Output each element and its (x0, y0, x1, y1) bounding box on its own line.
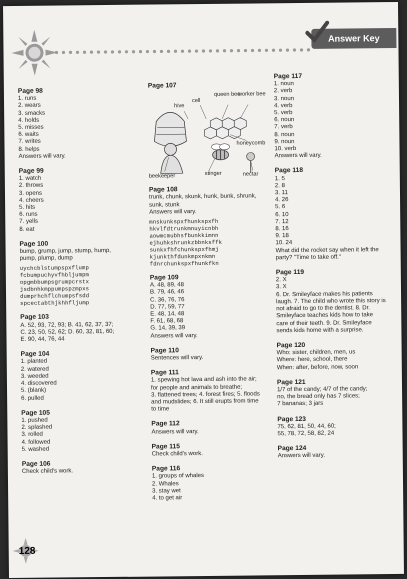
section-heading: Page 104 (20, 350, 50, 359)
answer-line: trunk, chunk, skunk, hunk, bunk, shrunk, (149, 193, 257, 201)
answer-line: Check child's work. (21, 468, 74, 476)
section-page-109 (150, 273, 271, 340)
answer-line: not afraid to go to the dentist. 8. Dr. (276, 305, 370, 313)
answer-line: 5. washed (21, 446, 50, 453)
answer-line: 7. writes (18, 139, 41, 146)
answer-line: 9. 18 (275, 233, 289, 240)
answer-line: B. 79, 46, 46 (149, 289, 185, 296)
answer-line: 75, 62, 81, 50, 44, 60; (277, 423, 336, 430)
answer-line: 55, 78, 72, 58, 82, 24 (277, 430, 335, 438)
grid-row: fdnrchunkspxfhunkfkn (149, 259, 219, 268)
answer-line: 2. throws (18, 183, 44, 190)
answer-line: 8. eat (19, 226, 35, 233)
section-page-111 (151, 369, 271, 414)
label-cell: cell (191, 98, 201, 105)
answer-line: 4. 26 (275, 197, 289, 204)
answer-line: 7. verb (274, 124, 293, 131)
answer-line: D. 77, 59, 77 (150, 304, 185, 311)
answer-line: 2. Whales (151, 480, 179, 488)
section-page-99 (19, 167, 142, 234)
answer-line: bump, grump, jump, stump, hump, (19, 248, 111, 255)
answer-line: 1. planted (20, 359, 48, 366)
word-search-grid (149, 217, 270, 267)
section-page-121 (277, 378, 395, 409)
answer-line: 5. misses (18, 124, 44, 131)
section-heading: Page 109 (149, 274, 179, 282)
bee-diagram (148, 91, 269, 180)
answer-line: to time (151, 406, 170, 413)
column-2 (148, 81, 272, 510)
section-heading: Page 98 (17, 87, 43, 95)
answer-line: care of their teeth. 9. Dr. Smileyface (276, 319, 372, 327)
answer-line: Answers will vary. (18, 153, 66, 160)
grid-row: aowmcmubhsfbunkkimnn (149, 231, 219, 240)
section-heading: Page 108 (148, 186, 178, 194)
section-heading: Page 99 (18, 167, 44, 175)
answer-line: 1. runs (17, 95, 37, 103)
workbook-page (3, 2, 404, 578)
answer-line: 7. yells (19, 219, 38, 226)
answer-line: sends kids home with a surprise. (276, 327, 364, 334)
section-heading: Page 123 (277, 415, 306, 423)
grid-row: dumprhchflchumpsfsdd (20, 292, 90, 301)
section-heading: Page 100 (19, 240, 49, 248)
answer-line: 8. helps (18, 146, 40, 153)
answer-key-title: Answer Key (328, 33, 380, 44)
answer-line: pump, plump, dump (19, 255, 73, 263)
answer-line: 4. verb (274, 102, 293, 110)
answer-line: 2. splashed (21, 424, 53, 432)
section-page-105 (21, 408, 143, 453)
section-page-100 (19, 240, 142, 308)
section-heading: Page 118 (274, 167, 304, 175)
section-heading: Page 103 (20, 314, 49, 322)
answer-line: laugh. 7. The child who wrote this story is (276, 297, 386, 306)
grid-row: kjunkthfdunkmpxnkmn (149, 252, 216, 261)
answer-line: What did the rocket say when it left the (275, 246, 379, 254)
answer-line: 1. 5 (274, 175, 285, 182)
answer-line: 3. opens (18, 190, 43, 197)
answer-line: 4. followed (21, 439, 51, 446)
answer-line: When: after, before, now, soon (276, 363, 359, 371)
answer-line: 7 bananas; 3 jars (277, 401, 324, 408)
answer-line: C. 36, 76, 76 (150, 296, 185, 304)
section-heading: Page 111 (150, 369, 179, 377)
answer-line: 1. groups of whales (151, 473, 205, 481)
section-page-98 (18, 87, 141, 161)
answer-line: 2. 8 (274, 182, 285, 190)
answer-line: party? "Time to take off." (275, 254, 341, 262)
section-heading: Page 116 (151, 465, 181, 473)
answer-line: 1. pushed (21, 417, 48, 424)
answer-line: E. 90, 44, 76, 44 (20, 336, 65, 343)
section-heading: Page 120 (276, 341, 306, 350)
answer-line: 2. X (275, 277, 287, 284)
grid-row: opgmbbumpsgrumpcrstx (19, 278, 90, 287)
answer-line: G. 14, 39, 39 (150, 325, 186, 332)
section-page-119 (276, 268, 395, 335)
answer-line: 6. runs (19, 211, 38, 219)
answer-line: 8. 16 (275, 226, 289, 233)
grid-row: mnskunkspxfhunkspxfh (149, 217, 219, 226)
answer-line: 5. 6 (275, 204, 286, 211)
answer-line: 3. stay wet (152, 488, 181, 495)
grid-row: hkvlfdtrunkmnuyicnbh (149, 224, 219, 233)
section-page-104 (21, 350, 144, 403)
answer-line: 3. rolled (21, 432, 43, 439)
answer-line: 5. (blank) (21, 387, 47, 395)
answer-line: 10. verb (274, 146, 297, 153)
section-page-123 (277, 415, 395, 439)
section-page-107 (148, 81, 269, 179)
answer-line: 1. noun (273, 81, 294, 88)
section-heading: Page 115 (151, 443, 180, 451)
answer-line: 2. watered (20, 366, 49, 373)
column-3 (274, 72, 396, 468)
answer-line: sunk, stunk (149, 201, 180, 209)
grid-row: fcbumpuchyvfhbljumpm (19, 271, 90, 280)
section-page-108 (149, 186, 270, 268)
section-heading: Page 105 (21, 409, 50, 417)
section-heading: Page 112 (151, 420, 180, 429)
section-heading: Page 110 (150, 347, 179, 355)
grid-row: spcectabthjkhhfljump (20, 299, 90, 308)
section-heading: Page 121 (276, 378, 306, 386)
page-number: 128 (18, 545, 36, 557)
answer-line: Answers will vary. (274, 152, 322, 160)
dotted-divider (53, 47, 311, 56)
answer-line: Answers will vary. (149, 208, 197, 216)
section-heading: Page 117 (273, 72, 303, 81)
answer-line: 4. holds (18, 117, 40, 124)
section-page-116 (152, 465, 272, 503)
answer-line: 6. noun (274, 117, 295, 124)
answer-line: 8. noun (274, 131, 295, 138)
label-hive: hive (174, 103, 185, 110)
section-page-106 (22, 460, 144, 477)
sun-icon (11, 30, 57, 76)
section-page-110 (151, 346, 271, 363)
answer-line: 3. X (275, 284, 287, 291)
answer-line: 3. smacks (18, 110, 46, 117)
answer-line: A. 52, 93, 72, 93; B. 41, 62, 37, 37; (20, 321, 114, 329)
answer-line: E. 48, 14, 48 (150, 311, 185, 318)
answer-line: Answers will vary. (277, 453, 326, 460)
answer-line: and mudslides; 6. It still erupts from time (151, 398, 259, 406)
label-queen-bee: queen bee (213, 91, 241, 99)
answer-line: F. 61, 68, 68 (150, 318, 184, 325)
label-worker-bee: worker bee (237, 91, 266, 98)
answer-line: A. 48, 89, 48 (149, 282, 185, 289)
word-search-grid (20, 264, 142, 307)
answer-line: 3. weeded (20, 373, 49, 380)
answer-line: 4. cheers (19, 197, 44, 204)
answer-line: Answers will vary. (151, 428, 199, 436)
answer-line: 1. spewing hot lava and ash into the air; (150, 376, 257, 385)
answer-line: Where: here, school, there (276, 356, 348, 364)
answer-line: 6. pulled (21, 395, 44, 402)
grid-row: uychcblstumpspxflump (19, 264, 89, 273)
answer-line: 2. wears (18, 103, 41, 110)
section-page-115 (152, 442, 272, 459)
answer-line: 4. discovered (20, 380, 57, 388)
answer-line: Check child's work. (151, 451, 203, 458)
answer-line: 3. flattened trees; 4. forest fires; 5. floods (151, 391, 260, 399)
answer-line: Smileyface teaches kids how to take (276, 312, 374, 320)
answer-key-banner (311, 28, 396, 49)
answer-line: 10. 24 (275, 240, 293, 247)
answer-line: Answers will vary. (150, 332, 198, 340)
answer-line: 3. noun (273, 95, 295, 102)
answer-line: Who: sister, children, men, us (276, 349, 356, 357)
section-page-112 (151, 420, 271, 437)
answer-line: Sentences will vary. (150, 355, 204, 362)
section-page-103 (20, 313, 142, 344)
label-stinger: stinger (204, 171, 222, 178)
answer-line: 5. hits (19, 204, 36, 211)
section-page-120 (277, 341, 395, 372)
section-heading: Page 107 (147, 82, 177, 90)
label-honeycomb: honeycomb (236, 140, 266, 147)
section-page-124 (278, 444, 396, 461)
section-page-117 (274, 72, 393, 161)
section-page-118 (275, 166, 394, 262)
answer-line: no, the bread only has 7 slices; (277, 393, 360, 401)
grid-row: jsdbnhkmppumpspzmpxs (19, 285, 90, 294)
answer-line: 5. verb (274, 110, 293, 117)
answer-line: 6. waits (18, 131, 39, 139)
answer-line: 6. Dr. Smileyface makes his patients (276, 290, 373, 298)
answer-line: 4. to get air (152, 495, 183, 502)
section-heading: Page 124 (277, 445, 307, 453)
label-nectar: nectar (242, 171, 259, 178)
grid-row: sunkxfhfchunkspxfhmj (149, 245, 219, 254)
answer-line: 1/7 of the candy; 4/7 of the candy; (277, 386, 368, 394)
answer-line: 6. 10 (275, 211, 289, 218)
answer-line: C. 23, 50, 52, 62; D. 60, 32, 81, 60; (20, 328, 115, 336)
section-heading: Page 106 (21, 460, 51, 468)
column-1 (18, 87, 144, 484)
grid-row: ejhuhkshrunkzbbnksffk (149, 238, 223, 247)
answer-line: 3. 11 (274, 190, 288, 197)
answer-line: for people and animals to breathe; (150, 384, 243, 392)
answer-line: 1. watch (18, 175, 42, 183)
answer-line: 2. verb (273, 88, 293, 95)
answer-line: 9. noun (274, 138, 295, 146)
bee-illustration (148, 91, 269, 180)
answer-line: 7. 12 (275, 218, 289, 226)
label-beekeeper: beekeeper (148, 173, 176, 180)
checkmark-icon (305, 21, 329, 43)
section-heading: Page 119 (275, 269, 305, 277)
